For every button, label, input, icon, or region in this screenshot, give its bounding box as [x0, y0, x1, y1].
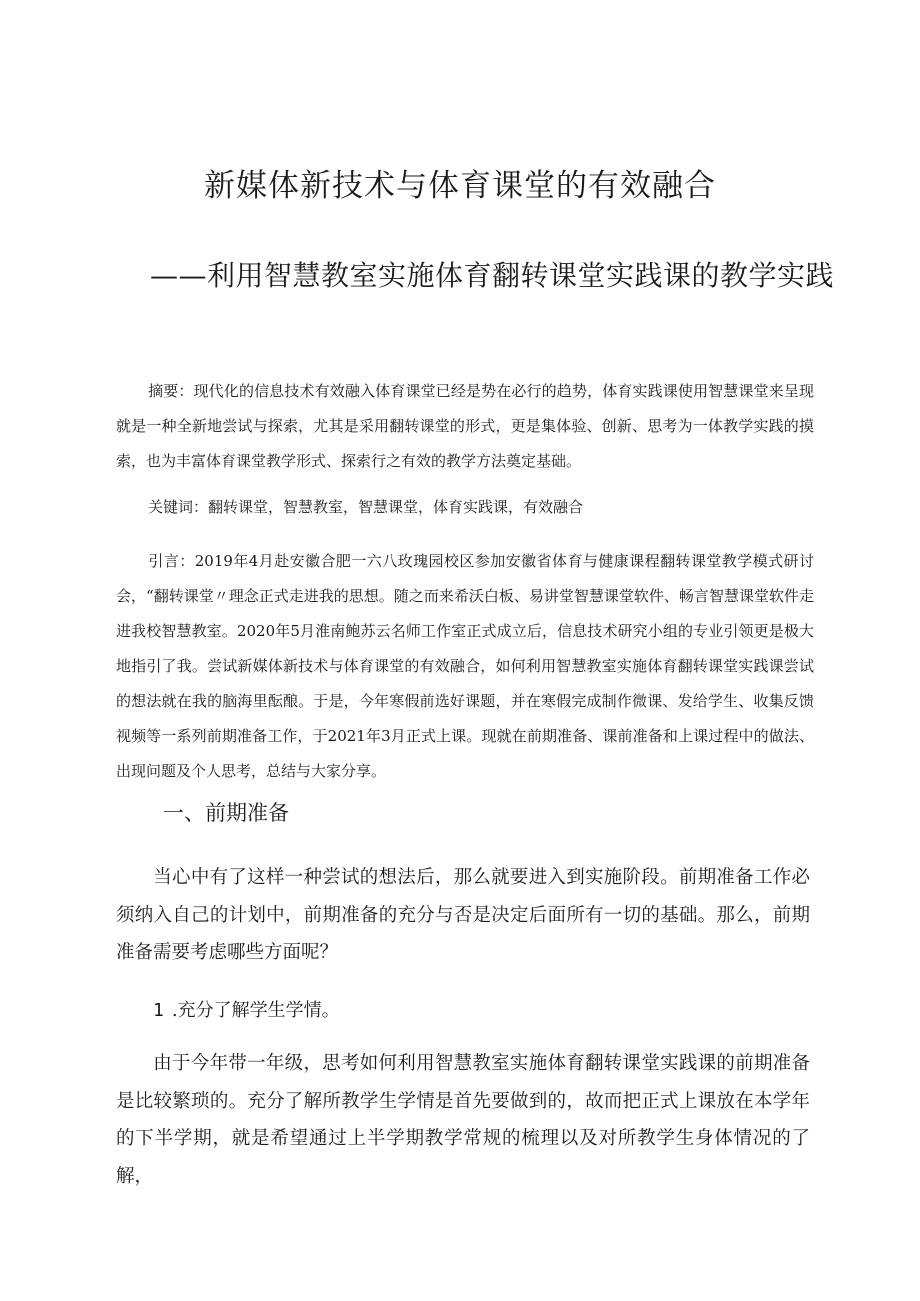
intro-text: 引言：2019年4月赴安徽合肥一六八玫瑰园校区参加安徽省体育与健康课程翻转课堂教学模式研讨会，“翻转课堂〃理念正式走进我的思想。随之而来希沃白板、易讲堂智慧课堂软件、畅言智慧课堂软件走进我校智慧教室。2020年5月淮南鲍苏云名师工作室正式成立后，信息技术研究小组的专业引领更是极大地指引了我。尝试新媒体新技术与体育课堂的有效融合，如何利用智慧教室实施体育翻转课堂实践课尝试的想法就在我的脑海里酝酿。于是，今年寒假前选好课题，并在寒假完成制作微课、发给学生、收集反馈视频等一系列前期准备工作，于2021年3月正式上课。现就在前期准备、课前准备和上课过程中的做法、出现问题及个人思考，总结与大家分享。	[116, 552, 814, 780]
abstract-text: 摘要：现代化的信息技术有效融入体育课堂已经是势在必行的趋势，体育实践课使用智慧课堂来呈现就是一种全新地尝试与探索，尤其是采用翻转课堂的形式，更是集体验、创新、思考为一体教学实践的摸索，也为丰富体育课堂教学形式、探索行之有效的教学方法奠定基础。	[116, 382, 814, 470]
section-paragraph-text: 当心中有了这样一种尝试的想法后，那么就要进入到实施阶段。前期准备工作必须纳入自己的计划中，前期准备的充分与否是决定后面所有一切的基础。那么，前期准备需要考虑哪些方面呢？	[116, 867, 810, 963]
intro-paragraph	[116, 544, 814, 789]
list-item	[153, 995, 340, 1027]
list-item-paragraph	[116, 1045, 810, 1195]
section-heading: 一、前期准备	[163, 801, 289, 825]
keywords-paragraph	[116, 490, 814, 525]
list-item-number: 1	[153, 1000, 164, 1021]
list-item-paragraph-text: 由于今年带一年级，思考如何利用智慧教室实施体育翻转课堂实践课的前期准备是比较繁琐的。充分了解所教学生学情是首先要做到的，故而把正式上课放在本学年的下半学期，就是希望通过上半学期教学常规的梳理以及对所教学生身体情况的了解，	[116, 1053, 810, 1187]
list-item-text: .充分了解学生学情。	[171, 1000, 340, 1021]
document-title: 新媒体新技术与体育课堂的有效融合	[204, 168, 716, 204]
section-paragraph	[116, 859, 810, 972]
keywords-text: 关键词：翻转课堂，智慧教室，智慧课堂，体育实践课，有效融合	[148, 498, 584, 516]
document-subtitle: ——利用智慧教室实施体育翻转课堂实践课的教学实践	[150, 259, 835, 292]
abstract-paragraph	[116, 374, 814, 479]
